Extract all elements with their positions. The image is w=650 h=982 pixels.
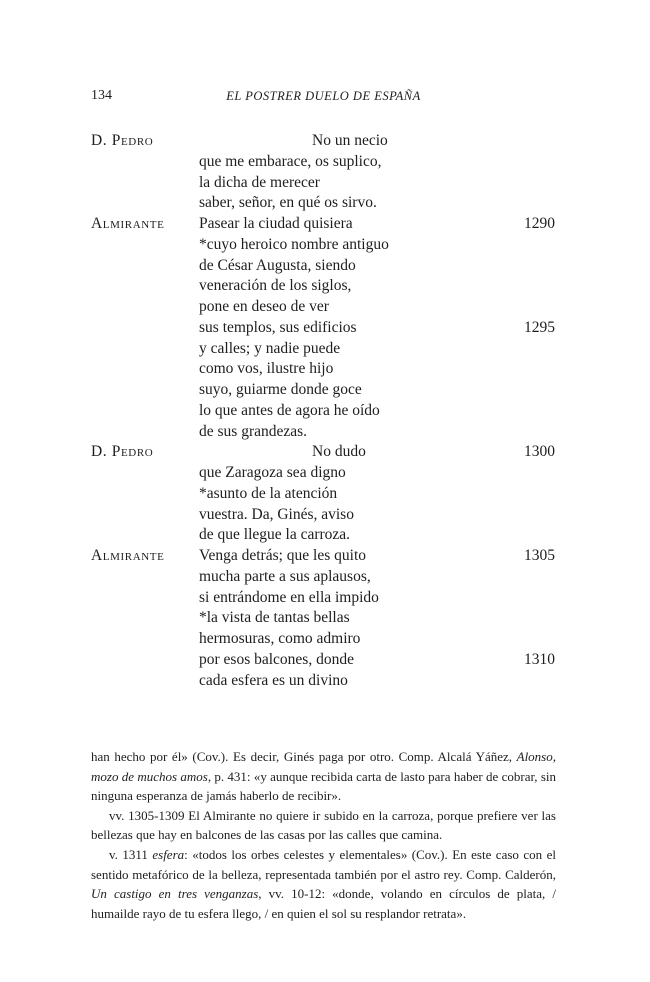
- verse-text: Venga detrás; que les quito: [199, 547, 367, 564]
- verse-text: mucha parte a sus aplausos,: [199, 567, 371, 585]
- verse-line: [0, 255, 650, 276]
- headword: esfera: [152, 846, 185, 862]
- verse-text: lo que antes de agora he oído: [199, 401, 380, 419]
- verse-line: [0, 649, 650, 670]
- verse-text: si entrándome en ella impido: [199, 588, 379, 606]
- verse-line: [0, 172, 650, 193]
- work-title: Alonso, mozo de muchos amos: [91, 749, 556, 784]
- footnote-continuation: han hecho por él» (Cov.). Es decir, Ginés paga por otro. Comp. Alcalá Yáñez, Alonso, mozo de muchos amos, p. 431: «y aunque recibida carta de lasto para haber de cobrar, sin ninguna esperanza de jamás haberlo de recibir».: [91, 749, 556, 804]
- verse-line: [0, 151, 650, 172]
- verse-line: [0, 234, 650, 255]
- verse-text: hermosuras, como admiro: [199, 630, 361, 647]
- verse-line: [0, 504, 650, 525]
- verse-line: [0, 400, 650, 421]
- verse-line: [0, 545, 650, 566]
- verse-text: pone en deseo de ver: [199, 298, 329, 315]
- running-header: [91, 88, 556, 108]
- verse-text: *asunto de la atención: [199, 484, 338, 502]
- verse-line: [0, 607, 650, 628]
- verse-line: [0, 524, 650, 545]
- verse-line: [0, 317, 650, 338]
- verse-text: y calles; y nadie puede: [199, 339, 341, 357]
- verse-text: que Zaragoza sea digno: [199, 464, 346, 481]
- verse-number: 1290: [524, 215, 555, 232]
- verse-text: de que llegue la carroza.: [199, 526, 351, 544]
- speaker-name: Almirante: [91, 547, 165, 564]
- verse-number: 1295: [524, 318, 555, 336]
- speaker-name: Almirante: [91, 215, 165, 232]
- verse-line: [0, 338, 650, 359]
- verse-line: [0, 296, 650, 317]
- running-title: EL POSTRER DUELO DE ESPAÑA: [226, 89, 421, 103]
- footnote-v-1311: v. 1311 esfera: «todos los orbes celestes y elementales» (Cov.). En este caso con el sentido metafórico de la belleza, representada también por el astro rey. Comp. Calderón, Un castigo en tres venganzas, vv. 10-12: «donde, volando en círculos de plata, / humailde rayo de tu esfera llego, / en quien el sol su resplandor retrata».: [91, 846, 556, 921]
- verse-text: como vos, ilustre hijo: [199, 360, 334, 378]
- verse-line: [0, 441, 650, 462]
- verse-text: sus templos, sus edificios: [199, 318, 357, 336]
- verse-line: [0, 670, 650, 691]
- verse-text: Pasear la ciudad quisiera: [199, 215, 353, 232]
- verse-text: que me embarace, os suplico,: [199, 152, 382, 170]
- verse-line: [0, 421, 650, 442]
- speaker-name: D. Pedro: [91, 443, 154, 461]
- verse-text: cada esfera es un divino: [199, 671, 348, 689]
- page-number: 134: [91, 88, 112, 103]
- verse-text: *la vista de tantas bellas: [199, 609, 350, 627]
- verse-line: [0, 483, 650, 504]
- verse-line: [0, 130, 650, 151]
- verse-number: 1305: [524, 547, 555, 564]
- verse-line: [0, 275, 650, 296]
- footnotes: [91, 747, 556, 923]
- verse-text: de César Augusta, siendo: [199, 256, 356, 274]
- verse-line: [0, 213, 650, 234]
- verse-line: [0, 462, 650, 483]
- verse-text: *cuyo heroico nombre antiguo: [199, 235, 389, 253]
- verse-number: 1310: [524, 650, 555, 668]
- verse-text: veneración de los siglos,: [199, 277, 352, 295]
- verse-line: [0, 358, 650, 379]
- work-title: Un castigo en tres venganzas: [91, 886, 259, 902]
- verse-number: 1300: [524, 443, 555, 461]
- verse-line: [0, 628, 650, 649]
- footnote-vv-1305-1309: vv. 1305-1309 El Almirante no quiere ir subido en la carroza, porque prefiere ver las bellezas que hay en balcones de las casas por las calles que camina.: [91, 807, 556, 843]
- verse-text: saber, señor, en qué os sirvo.: [199, 194, 377, 212]
- verse-line: [0, 587, 650, 608]
- verse-text: la dicha de merecer: [199, 173, 320, 191]
- verse-text: suyo, guiarme donde goce: [199, 381, 362, 398]
- verse-line: [0, 379, 650, 400]
- verse-line: [0, 192, 650, 213]
- verse-text: de sus grandezas.: [199, 422, 308, 440]
- verse-text: No dudo: [312, 443, 366, 461]
- speaker-name: D. Pedro: [91, 132, 154, 149]
- verse-text: vuestra. Da, Ginés, aviso: [199, 505, 354, 523]
- verse-text: No un necio: [312, 132, 388, 149]
- verse-line: [0, 566, 650, 587]
- verse-text: por esos balcones, donde: [199, 650, 354, 668]
